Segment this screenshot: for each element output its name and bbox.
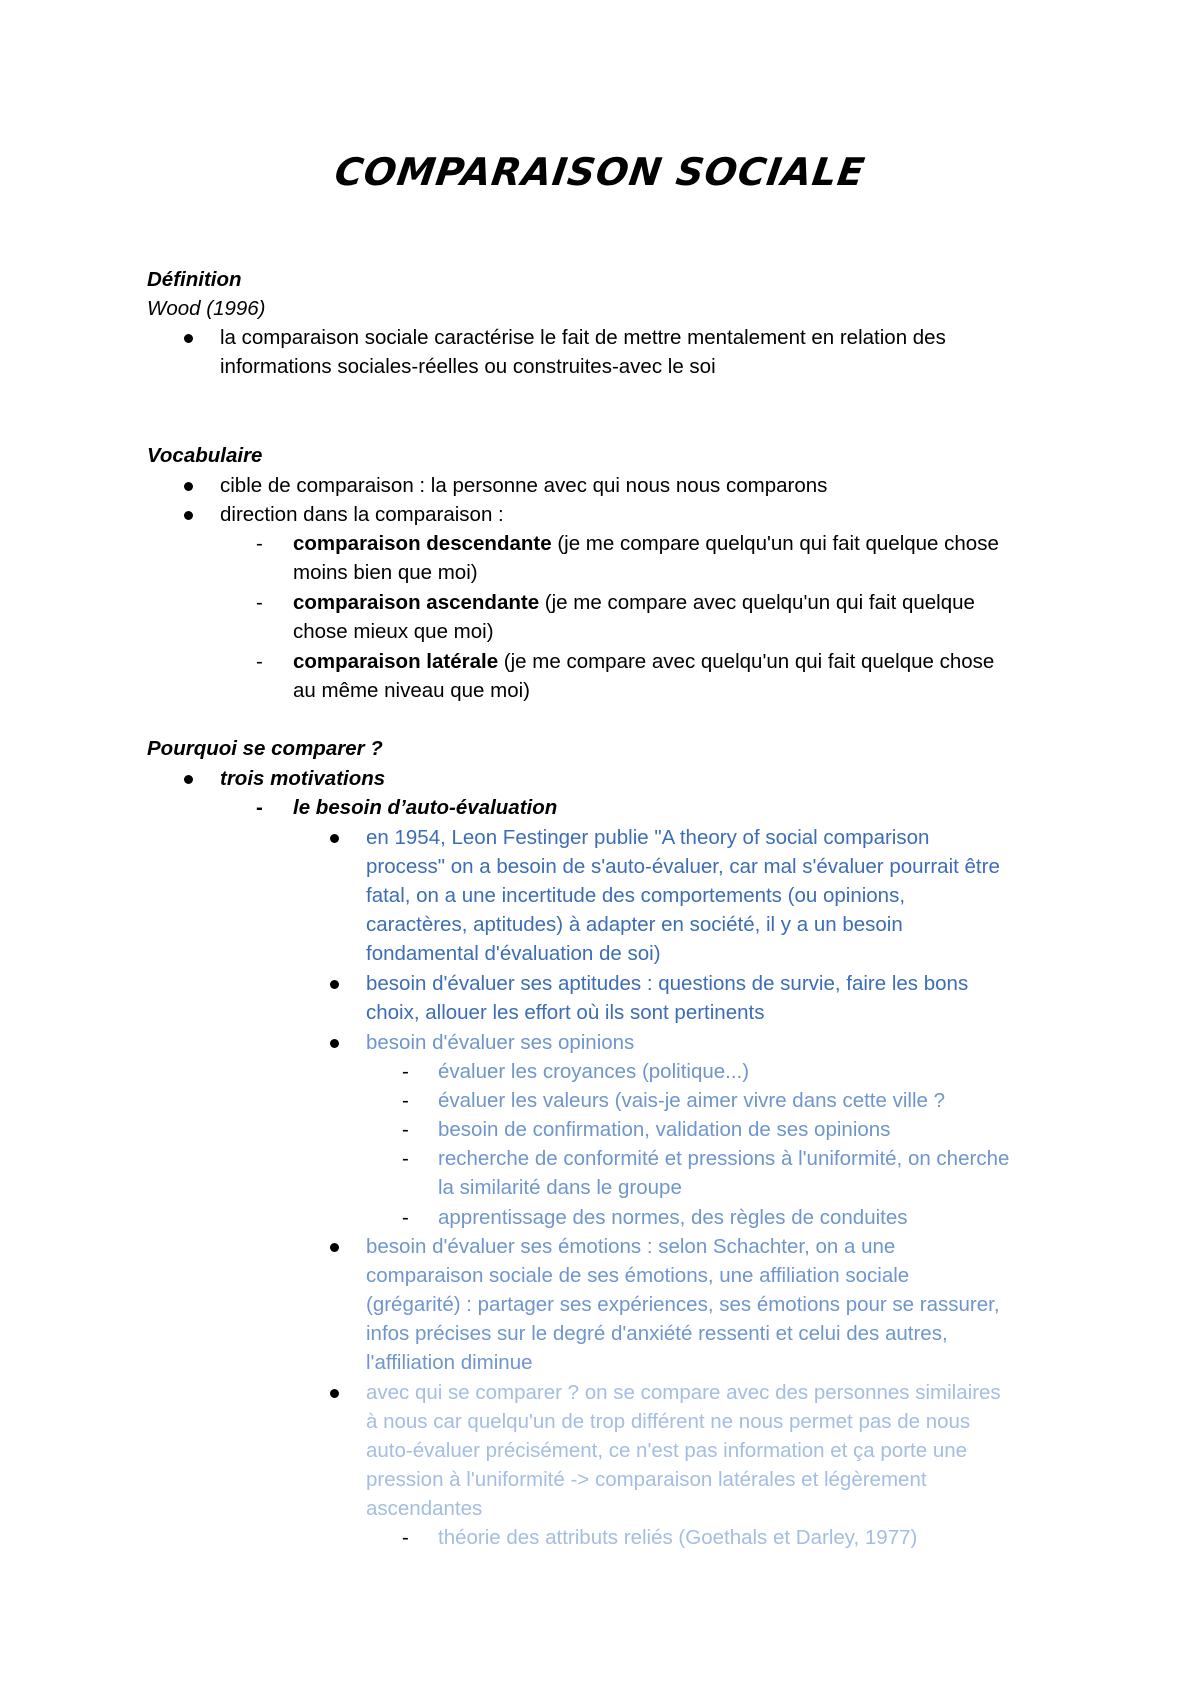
bullet-icon [330, 980, 339, 989]
avec-qui-line: ascendantes [366, 1497, 483, 1520]
opinions-heading: besoin d'évaluer ses opinions [366, 1031, 635, 1054]
dash-marker: - [402, 1526, 409, 1549]
dash-marker: - [256, 532, 263, 555]
ascendante-text: (je me compare avec quelqu'un qui fait quelque [539, 591, 975, 614]
vocab-ascendante-line1 [293, 588, 975, 617]
pourquoi-heading: Pourquoi se comparer ? [147, 737, 383, 760]
descendante-text: (je me compare quelqu'un qui fait quelque chose [551, 532, 999, 555]
aptitudes-line: besoin d'évaluer ses aptitudes : questions de survie, faire les bons [366, 972, 969, 995]
term-laterale: comparaison latérale [293, 650, 499, 673]
opinion-item: évaluer les valeurs (vais-je aimer vivre dans cette ville ? [438, 1089, 946, 1112]
opinion-item: besoin de confirmation, validation de ses opinions [438, 1118, 891, 1141]
vocab-item-direction: direction dans la comparaison : [220, 503, 504, 526]
dash-marker: - [256, 650, 263, 673]
avec-qui-line: avec qui se comparer ? on se compare avec des personnes similaires [366, 1381, 1001, 1404]
vocab-descendante-line2: moins bien que moi) [293, 561, 478, 584]
emotions-line: besoin d'évaluer ses émotions : selon Schachter, on a une [366, 1235, 896, 1258]
laterale-text: (je me compare avec quelqu'un qui fait quelque chose [498, 650, 995, 673]
dash-marker: - [402, 1206, 409, 1229]
vocab-ascendante-line2: chose mieux que moi) [293, 620, 494, 643]
opinion-item: recherche de conformité et pressions à l'uniformité, on cherche [438, 1147, 1010, 1170]
page-title: COMPARAISON SOCIALE [332, 150, 868, 194]
bullet-icon [184, 334, 193, 343]
dash-marker: - [256, 591, 263, 614]
emotions-line: infos précises sur le degré d'anxiété ressenti et celui des autres, [366, 1322, 948, 1345]
festinger-line: en 1954, Leon Festinger publie "A theory of social comparison [366, 826, 930, 849]
bullet-icon [184, 775, 193, 784]
bullet-icon [330, 834, 339, 843]
festinger-line: process" on a besoin de s'auto-évaluer, car mal s'évaluer pourrait être [366, 855, 1000, 878]
term-ascendante: comparaison ascendante [293, 591, 540, 614]
term-descendante: comparaison descendante [293, 532, 552, 555]
emotions-line: l'affiliation diminue [366, 1351, 533, 1374]
bullet-icon [330, 1389, 339, 1398]
dash-marker: - [256, 796, 263, 819]
vocab-laterale-line1 [293, 647, 994, 676]
dash-marker: - [402, 1118, 409, 1141]
vocab-descendante-line1 [293, 529, 999, 558]
definition-text-line2: informations sociales-réelles ou construites-avec le soi [220, 355, 716, 378]
festinger-line: caractères, aptitudes) à adapter en société, il y a un besoin [366, 913, 903, 936]
avec-qui-line: à nous car quelqu'un de trop différent ne nous permet pas de nous [366, 1410, 971, 1433]
vocab-laterale-line2: au même niveau que moi) [293, 679, 531, 702]
trois-motivations: trois motivations [220, 767, 386, 790]
theorie-attributs: théorie des attributs reliés (Goethals et Darley, 1977) [438, 1526, 918, 1549]
opinion-item-cont: la similarité dans le groupe [438, 1176, 682, 1199]
vocab-item-cible: cible de comparaison : la personne avec qui nous nous comparons [220, 474, 828, 497]
aptitudes-line: choix, allouer les effort où ils sont pertinents [366, 1001, 765, 1024]
avec-qui-line: pression à l'uniformité -> comparaison latérales et légèrement [366, 1468, 927, 1491]
avec-qui-line: auto-évaluer précisément, ce n'est pas information et ça porte une [366, 1439, 968, 1462]
bullet-icon [330, 1243, 339, 1252]
bullet-icon [330, 1039, 339, 1048]
festinger-line: fondamental d'évaluation de soi) [366, 942, 661, 965]
bullet-icon [184, 511, 193, 520]
definition-text-line1: la comparaison sociale caractérise le fait de mettre mentalement en relation des [220, 326, 946, 349]
dash-marker: - [402, 1089, 409, 1112]
definition-author: Wood (1996) [147, 297, 266, 320]
besoin-auto-evaluation: le besoin d’auto-évaluation [293, 796, 558, 819]
definition-heading: Définition [147, 268, 242, 291]
dash-marker: - [402, 1147, 409, 1170]
opinion-item: apprentissage des normes, des règles de conduites [438, 1206, 908, 1229]
emotions-line: (grégarité) : partager ses expériences, ses émotions pour se rassurer, [366, 1293, 1000, 1316]
vocabulaire-heading: Vocabulaire [147, 444, 263, 467]
opinion-item: évaluer les croyances (politique...) [438, 1060, 750, 1083]
dash-marker: - [402, 1060, 409, 1083]
bullet-icon [184, 482, 193, 491]
emotions-line: comparaison sociale de ses émotions, une affiliation sociale [366, 1264, 910, 1287]
festinger-line: fatal, on a une incertitude des comportements (ou opinions, [366, 884, 906, 907]
